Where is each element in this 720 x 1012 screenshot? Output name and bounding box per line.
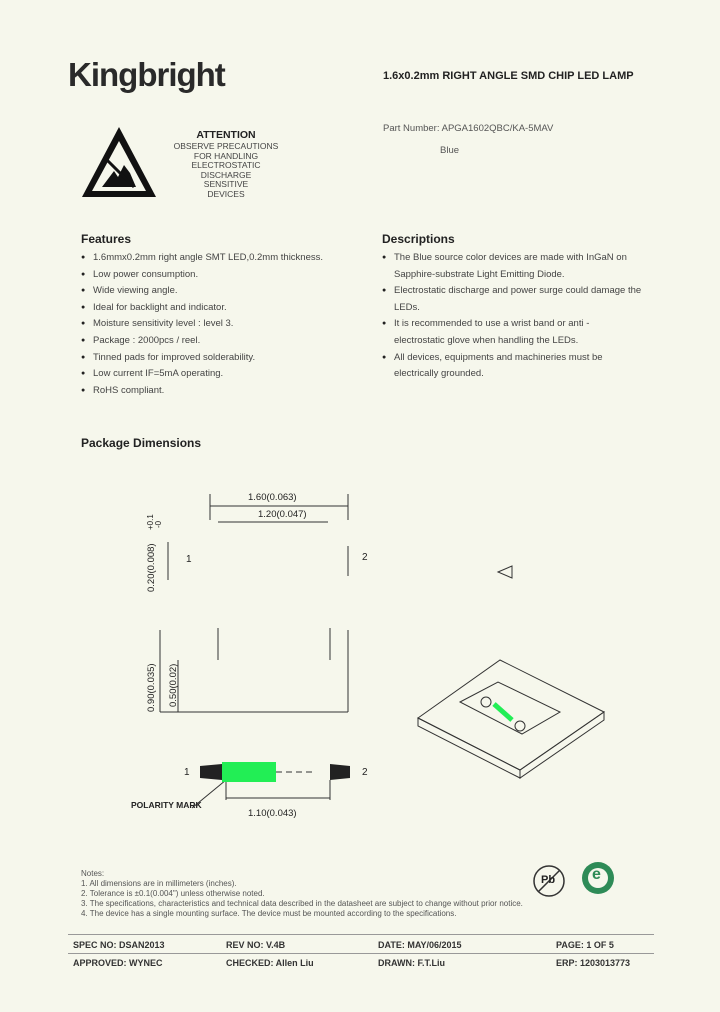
footer-divider	[68, 953, 654, 954]
attention-line: DISCHARGE	[200, 169, 252, 180]
pin-2-label: 2	[362, 552, 368, 563]
page-number: PAGE: 1 OF 5	[556, 940, 614, 950]
footer-divider	[68, 934, 654, 935]
iso-pad	[515, 721, 525, 731]
notes-title: Notes:	[81, 869, 105, 878]
list-item: ● It is recommended to use a wrist band or anti - electrostatic glove when handling the LEDs.	[382, 316, 642, 349]
spec-number: SPEC NO: DSAN2013	[73, 940, 165, 950]
list-item: ● Wide viewing angle.	[81, 283, 361, 300]
attention-line: FOR HANDLING	[193, 150, 259, 161]
dim-total-width: 1.60(0.063)	[248, 492, 297, 503]
iso-body	[418, 660, 604, 770]
dim-inner-width: 1.20(0.047)	[258, 509, 307, 520]
iso-pad	[481, 697, 491, 707]
attention-line: DEVICES	[207, 188, 245, 199]
attention-title: ATTENTION	[196, 129, 256, 141]
attention-line: SENSITIVE	[203, 179, 249, 190]
list-item: ● The Blue source color devices are made with InGaN on Sapphire-substrate Light Emitting Diode.	[382, 250, 642, 283]
attention-line: OBSERVE PRECAUTIONS	[173, 141, 279, 151]
list-item: ● Electrostatic discharge and power surge could damage the LEDs.	[382, 283, 642, 316]
note-item: 3. The specifications, characteristics and technical data described in the datasheet are subject to change without prior notice.	[81, 899, 523, 908]
pb-free-label: Pb	[541, 874, 556, 886]
list-item: ● Package : 2000pcs / reel.	[81, 333, 361, 350]
emission-color: Blue	[440, 145, 460, 156]
attention-text	[163, 142, 289, 200]
list-item: ● All devices, equipments and machineries must be electrically grounded.	[382, 350, 642, 383]
drawn-by: DRAWN: F.T.Liu	[378, 958, 445, 968]
list-item: ● Low current IF=5mA operating.	[81, 366, 361, 383]
descriptions-heading: Descriptions	[382, 232, 455, 246]
pin-2-label: 2	[362, 767, 368, 778]
checked-by: CHECKED: Allen Liu	[226, 958, 314, 968]
esd-warning-icon	[80, 125, 158, 199]
dim-bottom-width: 1.10(0.043)	[248, 808, 297, 819]
polarity-mark-green	[222, 762, 276, 782]
package-heading: Package Dimensions	[81, 436, 202, 450]
dim-half-height: 0.50(0.02)	[168, 663, 179, 707]
revision-number: REV NO: V.4B	[226, 940, 286, 950]
dim-tolerance-plus: +0.1	[146, 514, 155, 530]
list-item: ● Ideal for backlight and indicator.	[81, 300, 361, 317]
pin-1-label: 1	[186, 554, 192, 565]
brand-logo: Kingbright	[68, 56, 225, 93]
list-item: ● Tinned pads for improved solderability.	[81, 350, 361, 367]
pin-1-label: 1	[184, 767, 190, 778]
eco-label: e	[592, 866, 601, 883]
attention-line: ELECTROSTATIC	[191, 160, 261, 171]
list-item: ● Moisture sensitivity level : level 3.	[81, 316, 361, 333]
approved-by: APPROVED: WYNEC	[73, 958, 163, 968]
part-number: Part Number: APGA1602QBC/KA-5MAV	[383, 123, 554, 134]
note-item: 1. All dimensions are in millimeters (inches).	[81, 879, 237, 888]
package-drawing	[0, 480, 720, 840]
list-item: ● Low power consumption.	[81, 267, 361, 284]
date: DATE: MAY/06/2015	[378, 940, 462, 950]
note-item: 4. The device has a single mounting surface. The device must be mounted according to the specifications.	[81, 909, 457, 918]
list-item: ● 1.6mmx0.2mm right angle SMT LED,0.2mm thickness.	[81, 250, 361, 267]
pad-right	[330, 764, 350, 780]
polarity-label: POLARITY MARK	[131, 800, 202, 810]
list-item: ● RoHS compliant.	[81, 383, 361, 400]
features-heading: Features	[81, 232, 132, 246]
notes	[81, 869, 523, 919]
descriptions-list	[382, 250, 642, 383]
document-title: 1.6x0.2mm RIGHT ANGLE SMD CHIP LED LAMP	[383, 70, 634, 82]
dim-height: 0.90(0.035)	[146, 663, 157, 712]
dim-thickness: 0.20(0.008)	[146, 543, 157, 592]
erp-number: ERP: 1203013773	[556, 958, 631, 968]
features-list	[81, 250, 361, 399]
note-item: 2. Tolerance is ±0.1(0.004") unless otherwise noted.	[81, 889, 265, 898]
led-symbol-icon	[498, 566, 512, 578]
pad-left	[200, 764, 222, 780]
dim-tolerance-minus: -0	[154, 520, 163, 528]
